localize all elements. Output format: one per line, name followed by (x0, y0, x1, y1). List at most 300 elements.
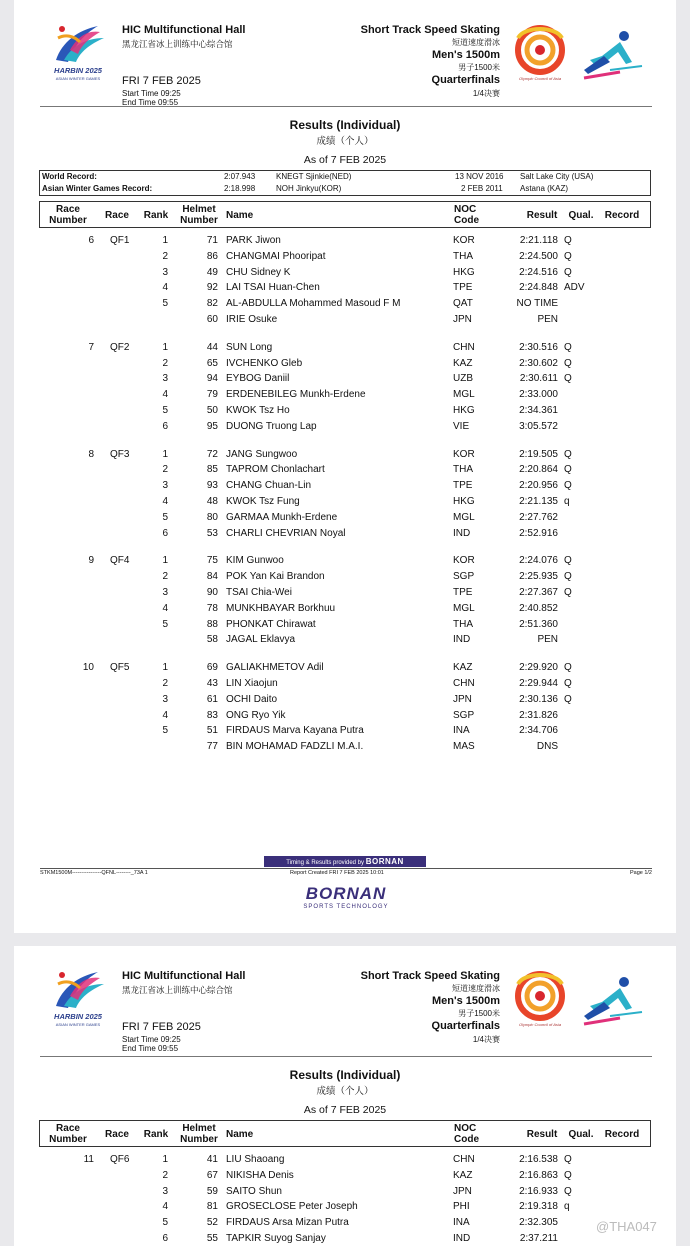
phase-name: Quarterfinals (431, 1020, 500, 1032)
noc-code-cell: MGL (453, 389, 475, 401)
footer-divider (40, 868, 652, 869)
helmet-number-cell: 44 (206, 341, 218, 353)
helmet-number-cell: 50 (206, 405, 218, 416)
helmet-number-cell: 92 (206, 282, 218, 294)
athlete-name-cell: KWOK Tsz Fung (226, 496, 300, 507)
col-noc (454, 204, 479, 226)
result-cell: 2:27.367 (519, 587, 558, 598)
col-name: Name (226, 1129, 254, 1140)
rank-cell: 6 (162, 420, 168, 432)
helmet-number-cell: 80 (206, 511, 218, 523)
oca-logo-text: Olympic Council of Asia (518, 76, 562, 81)
world-record-row (40, 171, 650, 183)
table-row (14, 342, 676, 357)
table-row (14, 235, 676, 250)
rank-cell: 4 (162, 602, 168, 614)
qualification-cell: Q (564, 480, 572, 492)
col-race-number (48, 204, 88, 226)
noc-code-cell: KOR (453, 448, 475, 460)
athlete-name-cell: CHARLI CHEVRIAN Noyal (226, 527, 346, 539)
result-cell: 2:32.305 (519, 1217, 558, 1229)
athlete-name-cell: LIU Shaoang (226, 1154, 285, 1165)
record-place: Salt Lake City (USA) (520, 172, 594, 181)
rank-cell: 1 (162, 1154, 168, 1165)
athlete-name-cell: SUN Long (226, 341, 273, 353)
noc-code-cell: SGP (453, 709, 475, 721)
result-cell: 2:20.956 (519, 480, 558, 492)
results-title: Results (Individual) (289, 118, 401, 132)
helmet-number-cell: 69 (206, 662, 218, 674)
results-page-2 (14, 946, 676, 1246)
rank-cell: 1 (162, 555, 168, 567)
result-cell: PEN (537, 314, 558, 325)
record-date: 2 FEB 2011 (461, 184, 503, 193)
athlete-name-cell: SAITO Shun (226, 1185, 282, 1197)
noc-code-cell: JPN (453, 693, 472, 705)
harbin-2025-logo (48, 20, 108, 84)
table-row (14, 634, 676, 649)
helmet-number-cell: 41 (206, 1154, 218, 1165)
col-qual: Qual. (568, 210, 594, 221)
table-row (14, 571, 676, 586)
athlete-name-cell: TAPKIR Suyog Sanjay (226, 1233, 326, 1244)
provider-name: BORNAN (365, 857, 404, 866)
as-of-date: As of 7 FEB 2025 (303, 154, 387, 166)
col-rank: Rank (143, 1129, 169, 1140)
event-name: Men's 1500m (431, 49, 500, 61)
table-row (14, 678, 676, 693)
noc-code-cell: KAZ (453, 357, 473, 369)
results-table-header (39, 1120, 651, 1147)
helmet-number-cell: 67 (206, 1169, 218, 1181)
sport-name: Short Track Speed Skating (360, 24, 500, 36)
as-of-date: As of 7 FEB 2025 (303, 1104, 387, 1116)
table-row (14, 267, 676, 282)
qualification-cell: Q (564, 448, 572, 460)
phase-name-cn: 1/4决赛 (472, 1035, 500, 1044)
result-cell: 2:16.863 (519, 1169, 558, 1181)
athlete-name-cell: IVCHENKO Gleb (226, 357, 303, 369)
event-name: Men's 1500m (431, 995, 500, 1007)
result-cell: 2:52.916 (519, 527, 558, 539)
athlete-name-cell: TAPROM Chonlachart (226, 464, 325, 476)
sport-name-cn: 短道速度滑冰 (452, 984, 500, 993)
noc-code-cell: TPE (453, 282, 473, 294)
rank-cell: 1 (162, 448, 168, 460)
helmet-number-cell: 86 (206, 250, 218, 262)
rank-cell: 2 (162, 571, 168, 583)
provided-by-text: Timing & Results provided by (286, 860, 365, 866)
rank-cell: 3 (162, 266, 168, 278)
noc-code-cell: HKG (453, 405, 475, 416)
noc-code-cell: JPN (453, 1185, 472, 1197)
result-cell: 2:27.762 (519, 511, 558, 523)
table-row (14, 405, 676, 420)
rank-cell: 3 (162, 1185, 168, 1197)
athlete-name-cell: NIKISHA Denis (226, 1169, 294, 1181)
qualification-cell: Q (564, 587, 572, 598)
result-cell: 2:40.852 (519, 602, 558, 614)
col-label: Race (56, 204, 80, 215)
qualification-cell: Q (564, 266, 572, 278)
page-number: Page 1/2 (629, 870, 652, 876)
rank-cell: 4 (162, 1201, 168, 1213)
rank-cell: 3 (162, 587, 168, 598)
col-label: Number (49, 215, 87, 226)
rank-cell: 1 (162, 235, 168, 246)
table-row (14, 358, 676, 373)
end-time: End Time 09:55 (122, 98, 179, 107)
col-qual: Qual. (568, 1129, 594, 1140)
rank-cell: 3 (162, 373, 168, 385)
athlete-name-cell: CHU Sidney K (226, 266, 291, 278)
qualification-cell: Q (564, 1169, 572, 1181)
logo-harbin-text: HARBIN 2025 (54, 66, 102, 75)
athlete-name-cell: TSAI Chia-Wei (226, 587, 292, 598)
table-row (14, 741, 676, 756)
table-row (14, 1186, 676, 1201)
logo-harbin-text: HARBIN 2025 (54, 1012, 102, 1021)
col-noc (454, 1123, 479, 1145)
harbin-2025-logo (48, 966, 108, 1030)
helmet-number-cell: 94 (206, 373, 218, 385)
noc-code-cell: THA (453, 618, 473, 630)
table-row (14, 512, 676, 527)
result-cell: 2:21.118 (519, 235, 558, 246)
athlete-name-cell: OCHI Daito (226, 693, 278, 705)
rank-cell: 4 (162, 389, 168, 401)
weibo-watermark: @THA047 (596, 1219, 657, 1234)
col-label: Number (49, 1134, 87, 1145)
noc-code-cell: CHN (453, 678, 475, 689)
noc-code-cell: KAZ (453, 662, 473, 674)
athlete-name-cell: KWOK Tsz Ho (226, 405, 290, 416)
helmet-number-cell: 49 (206, 266, 218, 278)
phase-name: Quarterfinals (431, 74, 500, 86)
helmet-number-cell: 51 (206, 725, 218, 737)
record-time: 2:18.998 (224, 184, 256, 193)
noc-code-cell: KAZ (453, 1169, 473, 1181)
athlete-name-cell: POK Yan Kai Brandon (226, 571, 325, 583)
result-cell: 2:30.611 (519, 373, 558, 385)
noc-code-cell: KOR (453, 235, 475, 246)
venue-name-cn: 黑龙江省冰上训练中心综合馆 (122, 985, 233, 995)
race-number-cell: 9 (88, 555, 94, 567)
col-result: Result (526, 1129, 558, 1140)
rank-cell: 2 (162, 464, 168, 476)
athlete-name-cell: GARMAA Munkh-Erdene (226, 511, 338, 523)
athlete-name-cell: PARK Jiwon (226, 235, 281, 246)
noc-code-cell: MGL (453, 511, 475, 523)
result-cell: 3:05.572 (519, 420, 558, 432)
helmet-number-cell: 90 (206, 587, 218, 598)
rank-cell: 3 (162, 480, 168, 492)
helmet-number-cell: 58 (206, 634, 218, 646)
race-cell: QF6 (110, 1154, 130, 1165)
col-name: Name (226, 210, 254, 221)
athlete-name-cell: JAGAL Eklavya (226, 634, 296, 646)
athlete-name-cell: LAI TSAI Huan-Chen (226, 282, 320, 294)
helmet-number-cell: 65 (206, 357, 218, 369)
results-title-cn: 成绩（个人） (316, 1086, 374, 1097)
col-helmet-number (178, 204, 220, 226)
result-cell: 2:16.538 (519, 1154, 558, 1165)
event-date: FRI 7 FEB 2025 (122, 75, 201, 87)
col-label: Number (180, 215, 218, 226)
result-cell: 2:29.944 (519, 678, 558, 689)
table-row (14, 464, 676, 479)
result-cell: 2:30.516 (519, 341, 558, 353)
col-rank: Rank (143, 210, 169, 221)
oca-logo (510, 22, 570, 84)
col-label: NOC (454, 204, 477, 215)
rank-cell: 3 (162, 693, 168, 705)
results-table-header (39, 201, 651, 228)
helmet-number-cell: 48 (206, 496, 218, 507)
rank-cell: 5 (162, 725, 168, 737)
sport-name: Short Track Speed Skating (360, 970, 500, 982)
qualification-cell: Q (564, 250, 572, 262)
table-row (14, 1217, 676, 1232)
header-divider (40, 1056, 652, 1057)
result-cell: 2:37.211 (519, 1233, 558, 1244)
table-row (14, 449, 676, 464)
results-page-1 (14, 0, 676, 933)
logo-subtitle: ASIAN WINTER GAMES (55, 1022, 101, 1027)
qualification-cell: Q (564, 693, 572, 705)
page-header (14, 0, 676, 110)
result-cell: 2:16.933 (519, 1185, 558, 1197)
col-race: Race (105, 210, 129, 221)
sport-name-cn: 短道速度滑冰 (452, 38, 500, 47)
col-label: Number (180, 1134, 218, 1145)
page-header (14, 946, 676, 1056)
rank-cell: 5 (162, 298, 168, 310)
helmet-number-cell: 88 (206, 618, 218, 630)
start-time: Start Time 09:25 (122, 1035, 181, 1044)
athlete-name-cell: EYBOG Daniil (226, 373, 290, 385)
helmet-number-cell: 60 (206, 314, 218, 325)
noc-code-cell: JPN (453, 314, 472, 325)
table-row (14, 603, 676, 618)
table-row (14, 662, 676, 677)
oca-logo-text: Olympic Council of Asia (518, 1022, 562, 1027)
athlete-name-cell: DUONG Truong Lap (226, 420, 317, 432)
rank-cell: 5 (162, 1217, 168, 1229)
record-time: 2:07.943 (224, 172, 256, 181)
venue-name-cn: 黑龙江省冰上训练中心综合馆 (122, 39, 233, 49)
athlete-name-cell: IRIE Osuke (226, 314, 278, 325)
rank-cell: 5 (162, 511, 168, 523)
race-cell: QF4 (110, 555, 130, 567)
table-row (14, 421, 676, 436)
helmet-number-cell: 83 (206, 709, 218, 721)
noc-code-cell: MAS (453, 741, 475, 753)
race-cell: QF1 (110, 235, 130, 246)
result-cell: 2:20.864 (519, 464, 558, 476)
rank-cell: 4 (162, 496, 168, 507)
event-date: FRI 7 FEB 2025 (122, 1021, 201, 1033)
table-row (14, 587, 676, 602)
table-row (14, 496, 676, 511)
helmet-number-cell: 52 (206, 1217, 218, 1229)
timing-provider-band (264, 856, 426, 867)
table-row (14, 694, 676, 709)
record-date: 13 NOV 2016 (455, 172, 504, 181)
helmet-number-cell: 77 (206, 741, 218, 753)
qualification-cell: ADV (564, 282, 585, 294)
result-cell: 2:29.920 (519, 662, 558, 674)
result-cell: 2:34.361 (519, 405, 558, 416)
athlete-name-cell: ERDENEBILEG Munkh-Erdene (226, 389, 366, 401)
table-row (14, 373, 676, 388)
helmet-number-cell: 78 (206, 602, 218, 614)
rank-cell: 4 (162, 282, 168, 294)
athlete-name-cell: GROSECLOSE Peter Joseph (226, 1201, 358, 1213)
col-helmet-number (178, 1123, 220, 1145)
athlete-name-cell: PHONKAT Chirawat (226, 618, 316, 630)
table-row (14, 619, 676, 634)
race-number-cell: 8 (88, 448, 94, 460)
records-box (39, 170, 651, 196)
rank-cell: 5 (162, 405, 168, 416)
race-number-cell: 10 (82, 662, 94, 674)
helmet-number-cell: 72 (206, 448, 218, 460)
col-label: NOC (454, 1123, 477, 1134)
table-row (14, 298, 676, 313)
short-track-pictogram (580, 26, 644, 80)
result-cell: PEN (537, 634, 558, 646)
record-holder: NOH Jinkyu(KOR) (276, 184, 342, 193)
helmet-number-cell: 84 (206, 571, 218, 583)
table-row (14, 725, 676, 740)
col-race-number (48, 1123, 88, 1145)
event-name-cn: 男子1500米 (458, 1009, 500, 1018)
logo-subtitle: ASIAN WINTER GAMES (55, 76, 101, 81)
rank-cell: 6 (162, 1233, 168, 1244)
helmet-number-cell: 55 (206, 1233, 218, 1244)
col-race: Race (105, 1129, 129, 1140)
rank-cell: 2 (162, 678, 168, 689)
rank-cell: 1 (162, 662, 168, 674)
helmet-number-cell: 95 (206, 420, 218, 432)
table-row (14, 389, 676, 404)
rank-cell: 2 (162, 1169, 168, 1181)
rank-cell: 2 (162, 357, 168, 369)
qualification-cell: Q (564, 555, 572, 567)
noc-code-cell: UZB (453, 373, 473, 385)
result-cell: NO TIME (516, 298, 558, 310)
athlete-name-cell: FIRDAUS Arsa Mizan Putra (226, 1217, 349, 1229)
qualification-cell: Q (564, 678, 572, 689)
helmet-number-cell: 79 (206, 389, 218, 401)
table-row (14, 555, 676, 570)
venue-name: HIC Multifunctional Hall (122, 24, 246, 36)
results-title-cn: 成绩（个人） (316, 136, 374, 147)
end-time: End Time 09:55 (122, 1044, 179, 1053)
table-row (14, 314, 676, 329)
rank-cell: 2 (162, 250, 168, 262)
event-name-cn: 男子1500米 (458, 63, 500, 72)
qualification-cell: Q (564, 1154, 572, 1165)
rank-cell: 6 (162, 527, 168, 539)
athlete-name-cell: FIRDAUS Marva Kayana Putra (226, 725, 364, 737)
result-cell: 2:30.602 (519, 357, 558, 369)
noc-code-cell: IND (453, 634, 471, 646)
race-number-cell: 11 (83, 1154, 94, 1165)
noc-code-cell: KOR (453, 555, 475, 567)
qualification-cell: Q (564, 373, 572, 385)
qualification-cell: Q (564, 662, 572, 674)
col-label: Helmet (182, 1123, 216, 1134)
result-cell: 2:30.136 (519, 693, 558, 705)
noc-code-cell: TPE (453, 480, 473, 492)
bornan-logo (300, 884, 392, 910)
result-cell: 2:34.706 (519, 725, 558, 737)
record-place: Astana (KAZ) (520, 184, 569, 193)
header-divider (40, 106, 652, 107)
phase-name-cn: 1/4决赛 (472, 89, 500, 98)
qualification-cell: Q (564, 571, 572, 583)
games-record-row (40, 183, 650, 195)
result-cell: 2:24.076 (519, 555, 558, 567)
helmet-number-cell: 53 (206, 527, 218, 539)
athlete-name-cell: CHANG Chuan-Lin (226, 480, 312, 492)
qualification-cell: Q (564, 1185, 572, 1197)
noc-code-cell: HKG (453, 266, 475, 278)
rank-cell: 4 (162, 709, 168, 721)
noc-code-cell: IND (453, 527, 471, 539)
athlete-name-cell: BIN MOHAMAD FADZLI M.A.I. (226, 741, 364, 753)
qualification-cell: Q (564, 357, 572, 369)
helmet-number-cell: 82 (206, 298, 218, 310)
col-result: Result (526, 210, 558, 221)
table-row (14, 282, 676, 297)
race-cell: QF5 (110, 662, 130, 674)
result-cell: 2:51.360 (519, 618, 558, 630)
helmet-number-cell: 81 (206, 1201, 218, 1213)
record-holder: KNEGT Sjinkie(NED) (276, 172, 352, 181)
noc-code-cell: HKG (453, 496, 475, 507)
bornan-logo-text: BORNAN (305, 884, 387, 903)
table-row (14, 528, 676, 543)
col-label: Helmet (182, 204, 216, 215)
qualification-cell: q (564, 496, 570, 507)
helmet-number-cell: 61 (206, 693, 218, 705)
qualification-cell: Q (564, 341, 572, 353)
col-label: Race (56, 1123, 80, 1134)
noc-code-cell: IND (453, 1233, 471, 1244)
noc-code-cell: CHN (453, 1154, 475, 1165)
helmet-number-cell: 93 (206, 480, 218, 492)
table-row (14, 480, 676, 495)
col-record: Record (604, 210, 640, 221)
athlete-name-cell: CHANGMAI Phooripat (226, 250, 326, 262)
col-label: Code (454, 1134, 479, 1145)
col-record: Record (604, 1129, 640, 1140)
noc-code-cell: QAT (453, 298, 473, 310)
rank-cell: 1 (162, 341, 168, 353)
race-number-cell: 6 (88, 235, 94, 246)
table-row (14, 1154, 676, 1169)
result-cell: 2:25.935 (519, 571, 558, 583)
table-row (14, 1233, 676, 1246)
noc-code-cell: INA (453, 1217, 470, 1229)
race-number-cell: 7 (88, 341, 94, 353)
table-row (14, 710, 676, 725)
noc-code-cell: INA (453, 725, 470, 737)
athlete-name-cell: MUNKHBAYAR Borkhuu (226, 602, 336, 614)
